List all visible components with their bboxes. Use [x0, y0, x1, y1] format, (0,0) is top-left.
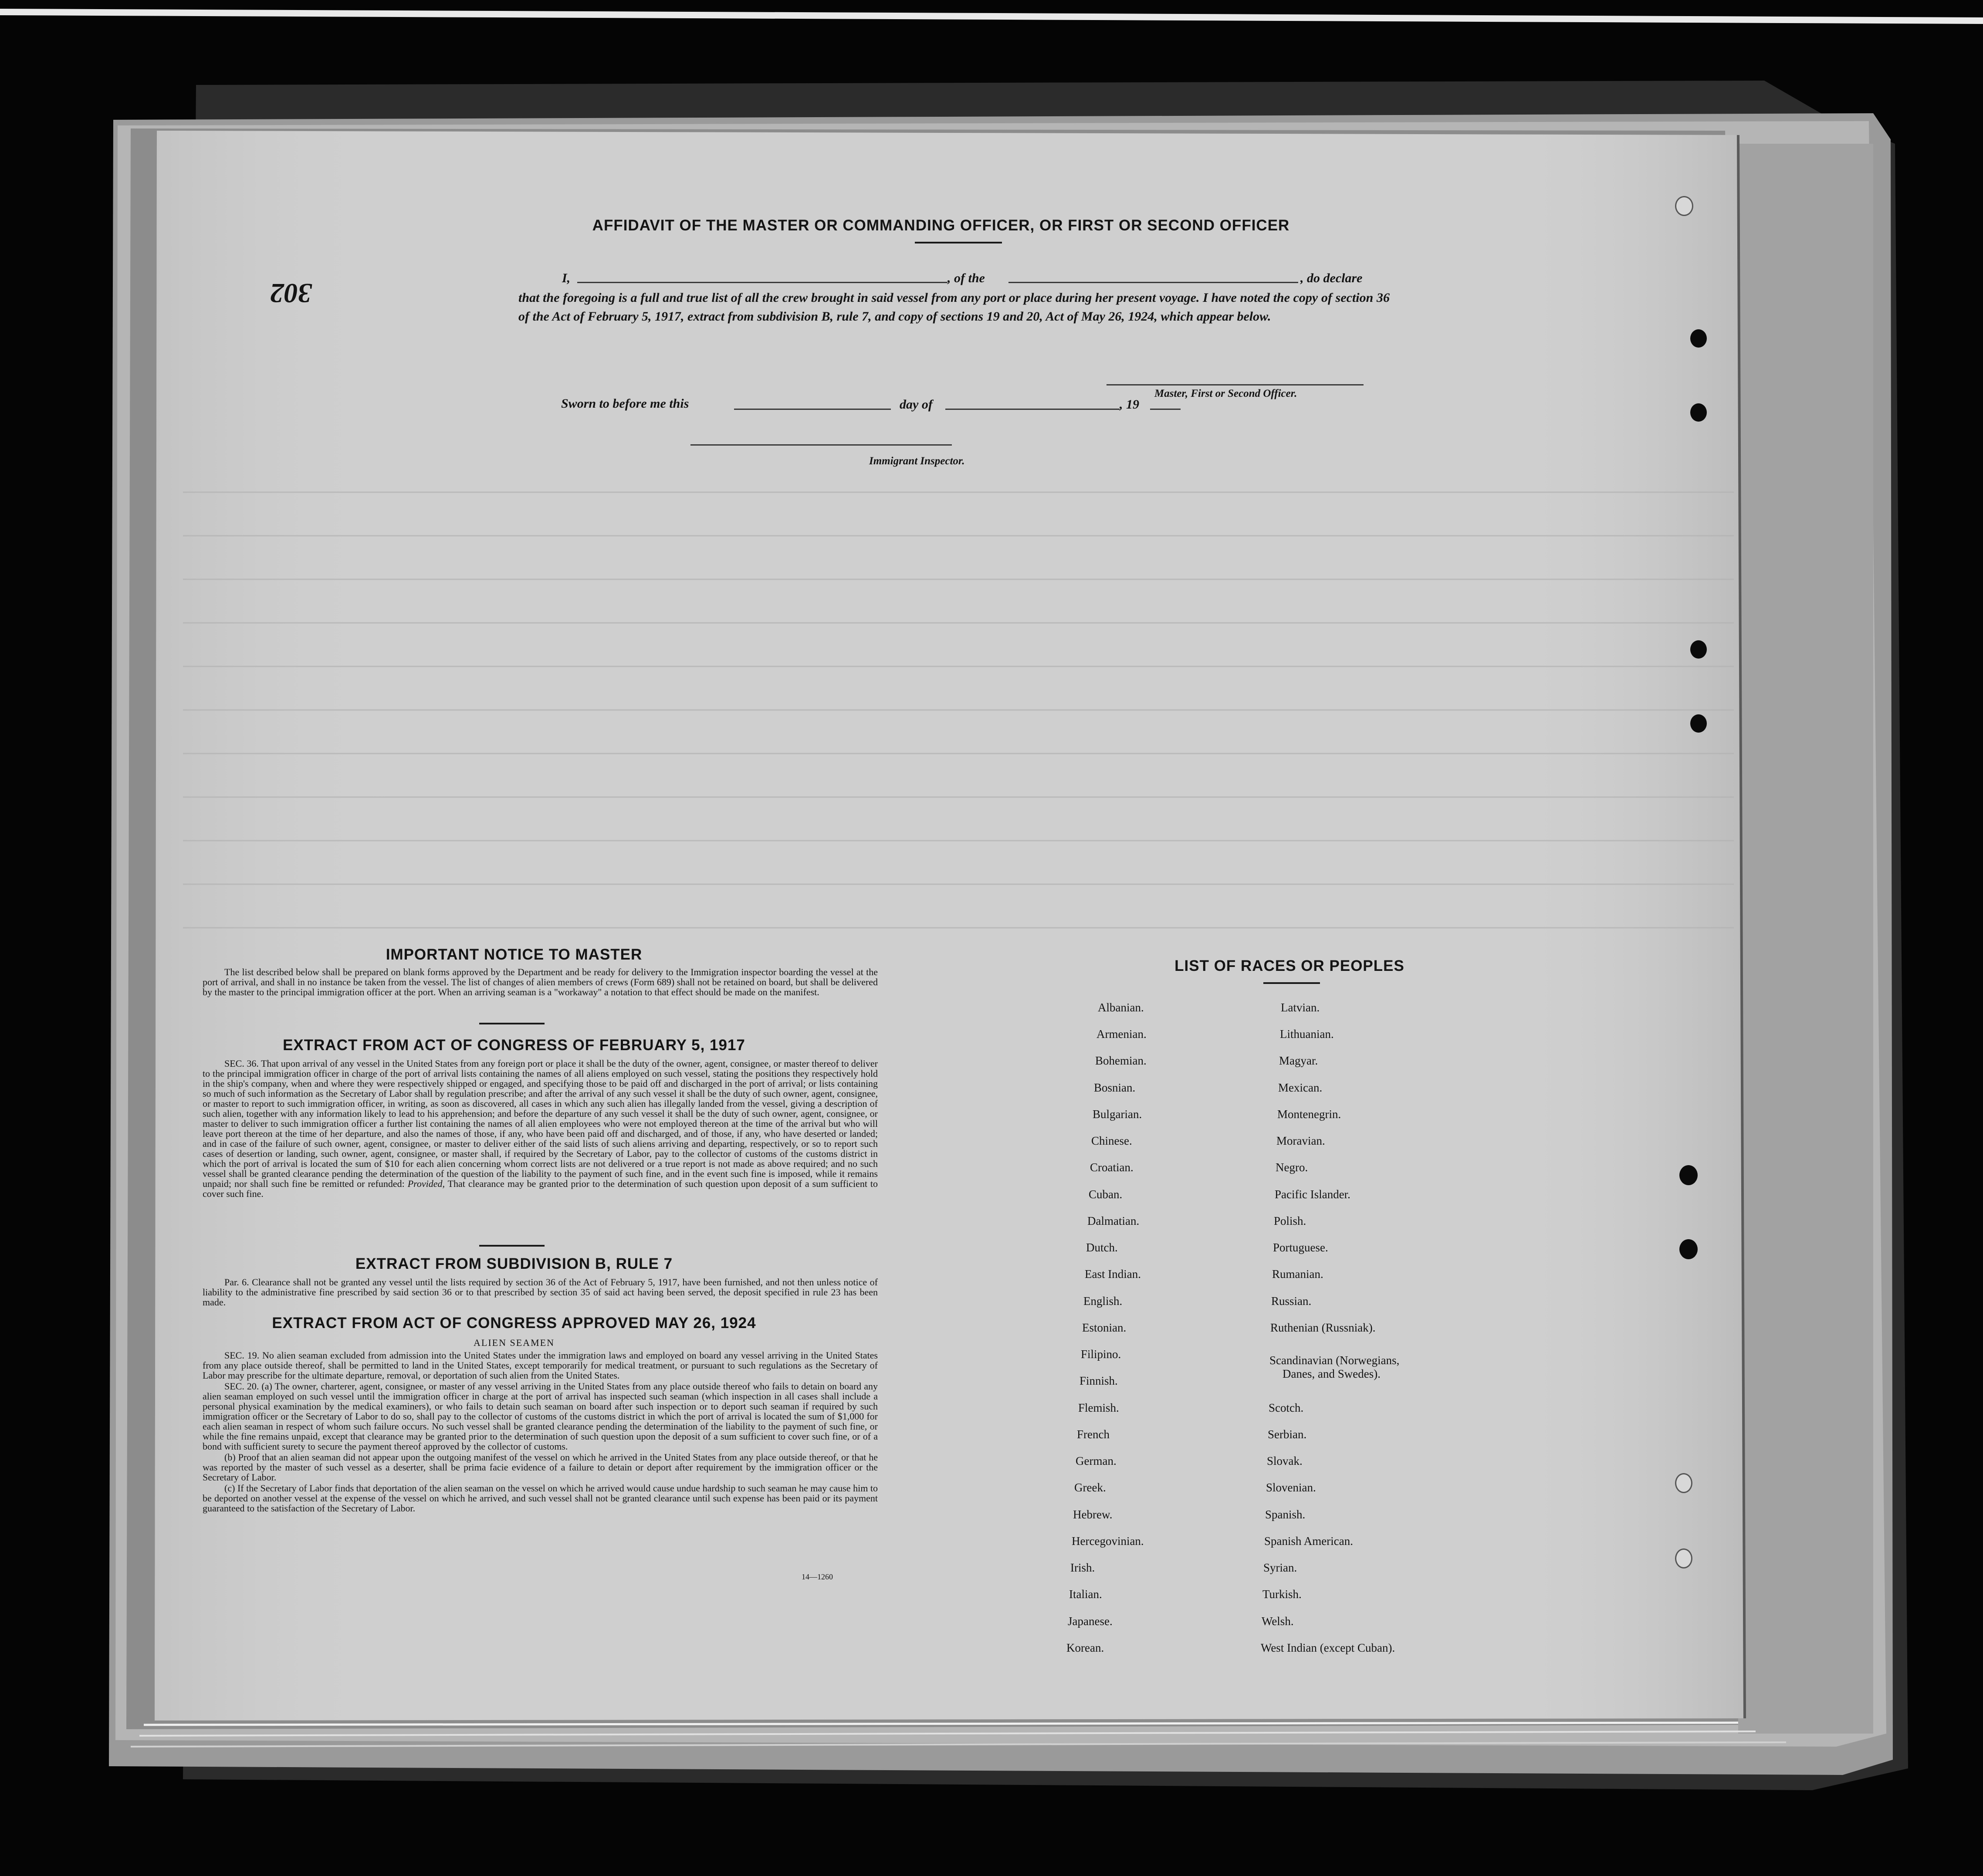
races-title: LIST OF RACES OR PEOPLES: [1174, 957, 1404, 974]
race-item: Magyar.: [1279, 1054, 1318, 1067]
race-item: Bosnian.: [1094, 1081, 1136, 1094]
race-item: Croatian.: [1090, 1161, 1134, 1174]
race-item: German.: [1076, 1454, 1117, 1467]
extract-1917-text: [203, 1058, 878, 1199]
race-item: Italian.: [1069, 1588, 1102, 1601]
race-item: Negro.: [1276, 1161, 1308, 1174]
race-item: Polish.: [1274, 1214, 1306, 1227]
extract-1917-title: EXTRACT FROM ACT OF CONGRESS OF FEBRUARY 5, 1917: [283, 1037, 745, 1054]
title-rule: [915, 242, 1002, 243]
race-item: Estonian.: [1082, 1321, 1127, 1334]
form-number: 14—1260: [802, 1572, 833, 1581]
race-item: Turkish.: [1262, 1588, 1302, 1601]
race-item: Pacific Islander.: [1275, 1188, 1350, 1201]
race-item: Bulgarian.: [1093, 1108, 1142, 1121]
races-title-rule: [1263, 982, 1320, 984]
race-item-scandinavian-cont: Danes, and Swedes).: [1283, 1367, 1381, 1380]
race-item: Serbian.: [1268, 1428, 1307, 1441]
affidavit-line1-start: I,: [562, 271, 571, 285]
race-item-scandinavian: Scandinavian (Norwegians,: [1269, 1354, 1400, 1367]
race-item: Montenegrin.: [1277, 1108, 1341, 1121]
race-item: Scotch.: [1269, 1401, 1304, 1414]
race-item: Slovak.: [1267, 1454, 1303, 1467]
race-item: Japanese.: [1068, 1615, 1113, 1628]
race-item: Mexican.: [1278, 1081, 1323, 1094]
proviso-text: That clearance may be granted prior to the determination of such question upon deposit of a sum sufficient to cover such fine.: [203, 1178, 878, 1199]
race-item: English.: [1083, 1295, 1123, 1308]
page-number-mark: 302: [270, 278, 312, 309]
race-item: Rumanian.: [1272, 1268, 1323, 1281]
extract-1924-text: [203, 1350, 878, 1514]
sworn-day-blank[interactable]: [734, 409, 891, 410]
sworn-year: , 19: [1120, 397, 1139, 412]
race-item: Filipino.: [1081, 1348, 1121, 1361]
sworn-text: Sworn to before me this: [561, 396, 689, 411]
race-item: Latvian.: [1281, 1001, 1320, 1014]
inspector-label: Immigrant Inspector.: [869, 455, 965, 467]
race-item: Moravian.: [1276, 1134, 1325, 1147]
sec-20b: (b) Proof that an alien seaman did not appear upon the outgoing manifest of the vessel on which he arrived in the United States from any place outside thereof, or that he was reported by the master of such vessel as a deserter, shall be prima facie evidence of a failure to detain or deport after requirement by the immigration officer or the Secretary of Labor.: [203, 1452, 878, 1483]
affidavit-title: AFFIDAVIT OF THE MASTER OR COMMANDING OFFICER, OR FIRST OR SECOND OFFICER: [592, 217, 1290, 234]
notice-title: IMPORTANT NOTICE TO MASTER: [386, 946, 643, 963]
race-item: Chinese.: [1091, 1134, 1132, 1147]
race-item: [1269, 1354, 1399, 1381]
race-item: Lithuanian.: [1280, 1028, 1334, 1041]
race-item: Spanish American.: [1264, 1535, 1353, 1548]
name-blank[interactable]: [577, 282, 948, 283]
race-item: Albanian.: [1098, 1001, 1144, 1014]
race-item: French: [1077, 1428, 1110, 1441]
extract-rule7-title: EXTRACT FROM SUBDIVISION B, RULE 7: [355, 1255, 673, 1272]
race-item: Spanish.: [1265, 1508, 1306, 1521]
race-item: Dalmatian.: [1087, 1214, 1140, 1227]
race-item: Welsh.: [1262, 1615, 1294, 1628]
inspector-line[interactable]: [690, 444, 952, 446]
race-item: Bohemian.: [1095, 1054, 1147, 1067]
notice-text: The list described below shall be prepared on blank forms approved by the Department and be ready for delivery to the Immigration inspector boarding the vessel at the port of arrival, and shall in no instance be taken from the vessel. The list of changes of alien members of crews (Form 689) shall not be retained on board, but shall be delivered by the master to the principal immigration officer at the port. When an arriving seaman is a "workaway" a notation to that effect should be made on the manifest.: [203, 967, 878, 997]
document-page: [157, 131, 1743, 1734]
extract-rule7-text: Par. 6. Clearance shall not be granted any vessel until the lists required by section 36 of the Act of February 5, 1917, have been furnished, and not then unless notice of liability to the administrative fine prescribed by said section 36 or to that prescribed by section 35 of said act having been served, the deposit specified in rule 23 has been made.: [203, 1277, 878, 1308]
sworn-month-blank[interactable]: [945, 409, 1120, 410]
race-item: Ruthenian (Russniak).: [1270, 1321, 1376, 1334]
section-36-text: SEC. 36. That upon arrival of any vessel in the United States from any foreign port or place it shall be the duty of the owner, agent, consignee, or master thereof to deliver to the principal immigration officer in charge of the port of arrival lists containing the names of all aliens employed on such vessel, stating the positions they respectively hold in the ship's company, when and where they were respectively shipped or engaged, and specifying those to be paid off and discharged in the port of arrival; or lists containing so much of such information as the Secretary of Labor shall by regulation prescribe; and after the arrival of any such vessel it shall be the duty of such owner, agent, consignee, or master to report to such immigration officer, in writing, as soon as discovered, all cases in which any such alien has illegally landed from the vessel, giving a description of such alien, together with any information likely to lead to his apprehension; and before the departure of any such vessel it shall be the duty of such owner, agent, consignee, or master to deliver to such immigration officer a further list containing the names of all alien employees who were not employed thereon at the time of the arrival but who will leave port thereon at the time of her departure, and also the names of those, if any, who have been paid off and discharged, and of those, if any, who have deserted or landed; and in case of the failure of such owner, agent, consignee, or master to deliver either of the said lists of such aliens arriving and departing, respectively, or so to report such cases of desertion or landing, such owner, agent, consignee, or master shall, if required by the Secretary of Labor, pay to the collector of customs of the customs district in which the port of arrival is located the sum of $10 for each alien concerning whom correct lists are not delivered or a true report is not made as above required; and no such vessel shall be granted clearance pending the determination of the question of the liability to the payment of such fine, and in the event such fine is imposed, while it remains unpaid; nor shall such fine be remitted or refunded:: [203, 1058, 878, 1189]
race-item: Dutch.: [1086, 1241, 1118, 1254]
sworn-day-of: day of: [900, 397, 933, 412]
race-item: Syrian.: [1263, 1561, 1297, 1574]
race-item: West Indian (except Cuban).: [1261, 1641, 1395, 1654]
extract-1924-title: EXTRACT FROM ACT OF CONGRESS APPROVED MAY 26, 1924: [272, 1315, 756, 1332]
race-item: Finnish.: [1079, 1374, 1118, 1387]
race-item: Cuban.: [1089, 1188, 1123, 1201]
race-item: Armenian.: [1096, 1028, 1147, 1041]
race-item: Korean.: [1066, 1641, 1104, 1654]
race-item: Russian.: [1271, 1295, 1312, 1308]
signature-label: Master, First or Second Officer.: [1154, 388, 1297, 399]
sworn-year-blank[interactable]: [1150, 409, 1181, 410]
divider: [479, 1023, 545, 1024]
alien-seamen-subtitle: ALIEN SEAMEN: [474, 1337, 555, 1348]
signature-line[interactable]: [1107, 384, 1364, 385]
race-item: Flemish.: [1078, 1401, 1119, 1414]
race-item: Hercegovinian.: [1072, 1535, 1144, 1548]
sec-19: SEC. 19. No alien seaman excluded from admission into the United States under the immigration laws and employed on board any vessel arriving in the United States from any place outside thereof, shall be permitted to land in the United States, except temporarily for medical treatment, or pursuant to such regulations as the Secretary of Labor may prescribe for the ultimate departure, removal, or deportation of such alien from the United States.: [203, 1350, 878, 1381]
race-item: Slovenian.: [1266, 1481, 1316, 1494]
race-item: Irish.: [1070, 1561, 1095, 1574]
sec-20a: SEC. 20. (a) The owner, charterer, agent, consignee, or master of any vessel arriving in the United States from any place outside thereof who fails to detain on board any alien seaman employed on such vessel until the immigration officer in charge at the port of arrival has inspected such seaman (which inspection in all cases shall include a personal physical examination by the medical examiners), or who fails to detain such seaman on board after such inspection or to deport such seaman if required by such immigration officer or the Secretary of Labor to do so, shall pay to the collector of customs of the customs district in which the port of arrival is located the sum of $1,000 for each alien seaman in respect of whom such failure occurs. No such vessel shall be granted clearance pending the determination of the liability to the payment of such fine, or while the fine remains unpaid, except that clearance may be granted prior to the determination of such question upon the deposit of a sum sufficient to cover such fine, or of a bond with sufficient surety to secure the payment thereof approved by the collector of customs.: [203, 1381, 878, 1452]
divider: [479, 1245, 545, 1247]
race-item: Hebrew.: [1073, 1508, 1113, 1521]
vessel-blank[interactable]: [1008, 282, 1298, 283]
race-item: East Indian.: [1085, 1268, 1141, 1281]
proviso-word: Provided,: [407, 1178, 445, 1189]
race-item: Portuguese.: [1273, 1241, 1328, 1254]
race-item: Greek.: [1074, 1481, 1106, 1494]
affidavit-line1-end: , do declare: [1300, 271, 1363, 285]
affidavit-body: that the foregoing is a full and true list of all the crew brought in said vessel from any port or place during her present voyage. I have noted the copy of section 36 of the Act of February 5, 1917, extract from subdivision B, rule 7, and copy of sections 19 and 20, Act of May 26, 1924, which appear below.: [518, 291, 1390, 324]
affidavit-line1-mid: , of the: [948, 271, 985, 285]
sec-20c: (c) If the Secretary of Labor finds that deportation of the alien seaman on the vessel on which he arrived would cause undue hardship to such seaman he may cause him to be deported on another vessel at the expense of the vessel on which he arrived, and such vessel shall not be granted clearance until such expense has been paid or its payment guaranteed to the satisfaction of the Secretary of Labor.: [203, 1483, 878, 1514]
